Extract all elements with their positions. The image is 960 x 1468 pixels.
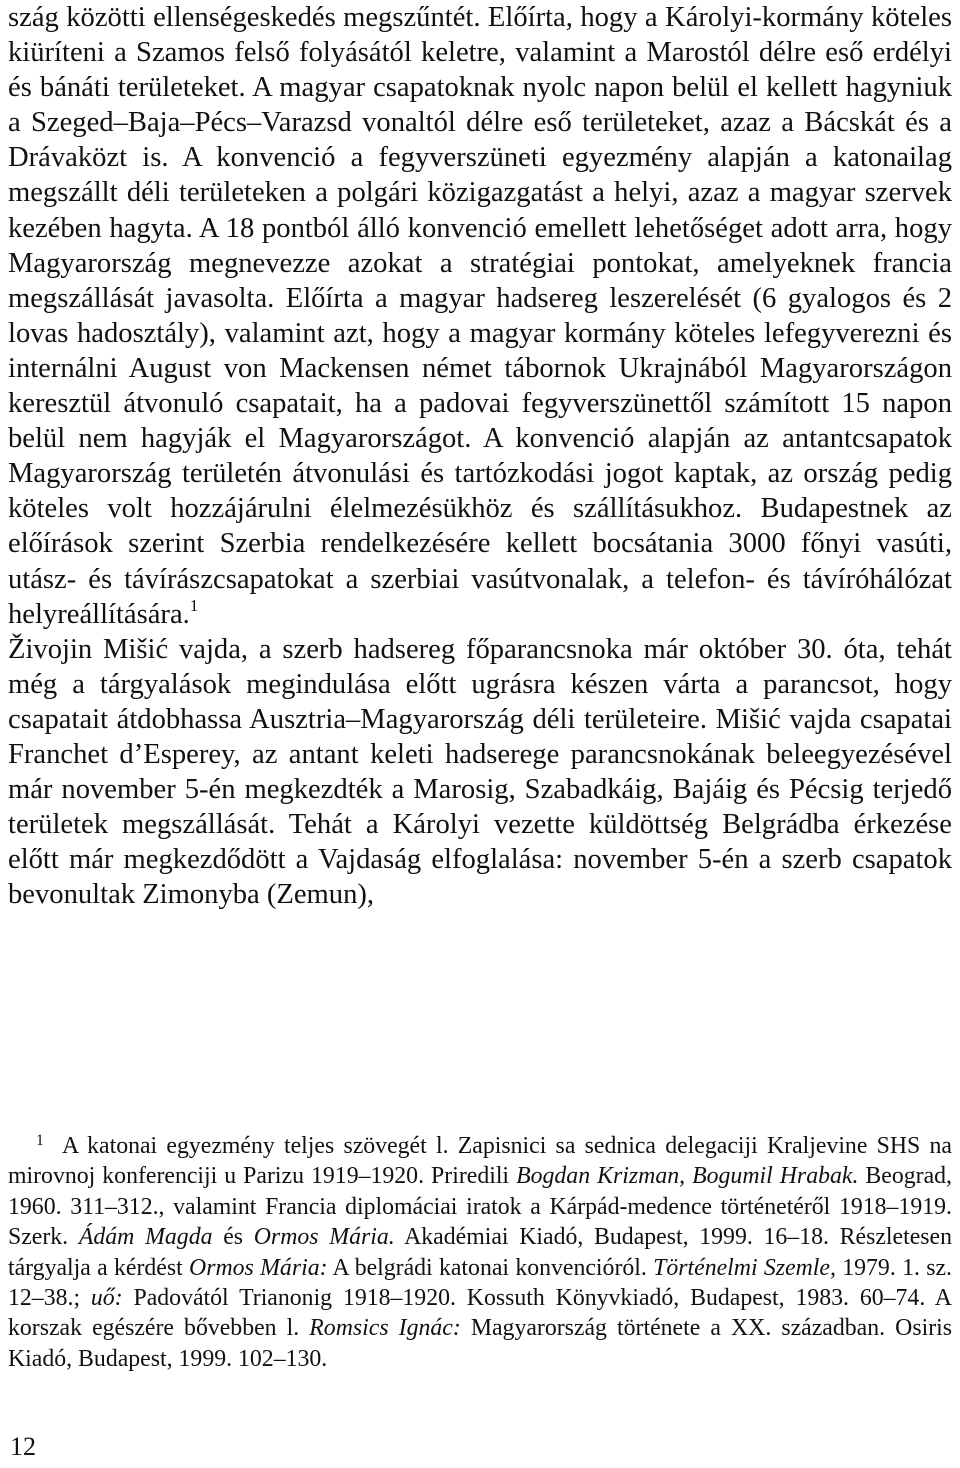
footnote-text-8: Magyarország története a XX. században. Osiris Kiadó, Budapest, 1999. 102–130.	[8, 1315, 952, 1372]
paragraph-2	[8, 632, 952, 913]
footnote-uo: uő:	[90, 1285, 123, 1312]
footnote-editors: Bogdan Krizman, Bogumil Hrabak.	[516, 1163, 859, 1190]
footnote-text-1: A katonai egyezmény teljes szövegét l. Zapisnici sa sednica delegaciji Kraljevine SHS na mirovnoj konferenciji u Parizu 1919–1920. Priredili	[8, 1133, 952, 1190]
footnote-text-2: Beograd, 1960. 311–312., valamint Francia diplomáciai iratok a Kárpád-medence történetéről 1918–1919. Szerk.	[8, 1163, 952, 1251]
footnote-text-6: 1979. 1. sz. 12–38.;	[8, 1254, 952, 1312]
paragraph-1	[8, 0, 952, 632]
footnote-editor-ormos: Ormos Mária.	[253, 1224, 395, 1251]
paragraph-2-text: Živojin Mišić vajda, a szerb hadsereg főparancsnoka már október 30. óta, tehát még a tárgyalások megindulása előtt ugrásra készen várta a parancsot, hogy csapatait átdobhassa Ausztria–Magyarország déli területeire. Mišić vajda csapatai Franchet d’Esperey, az antant keleti hadserege parancsnokának beleegyezésével már november 5-én megkezdték a Marosig, Szabadkáig, Bajáig és Pécsig terjedő területek megszállását. Tehát a Károlyi vezette küldöttség Belgrádba érkezése előtt már megkezdődött a Vajdaság elfoglalása: november 5-én a szerb csapatok bevonultak Zimonyba (Zemun),	[8, 633, 952, 911]
footnote-author-ormos: Ormos Mária:	[189, 1254, 328, 1281]
footnote-reference[interactable]: 1	[189, 595, 199, 615]
footnote: 1 A katonai egyezmény teljes szövegét l. Zapisnici sa sednica delegaciji Kraljevine SHS na mirovnoj konferenciji u Parizu 1919–1920. Priredili Bogdan Krizman, Bogumil Hrabak. Beograd, 1960. 311–312., valamint Francia diplomáciai iratok a Kárpád-medence történetéről 1918–1919. Szerk. Ádám Magda és Ormos Mária. Akadémiai Kiadó, Budapest, 1999. 16–18. Részletesen tárgyalja a kérdést Ormos Mária: A belgrádi katonai konvencióról. Történelmi Szemle, 1979. 1. sz. 12–38.; uő: Padovától Trianonig 1918–1920. Kossuth Könyvkiadó, Budapest, 1983. 60–74. A korszak egészére bővebben l. Romsics Ignác: Magyarország története a XX. században. Osiris Kiadó, Budapest, 1999. 102–130.	[8, 1131, 952, 1372]
footnote-text-4: Akadémiai Kiadó, Budapest, 1999. 16–18. Részletesen tárgyalja a kérdést	[8, 1224, 952, 1281]
body-text	[8, 0, 952, 912]
footnote-author-romsics: Romsics Ignác:	[309, 1315, 461, 1342]
paragraph-1-text: szág közötti ellenségeskedés megszűntét. Előírta, hogy a Károlyi-kormány köteles kiüríteni a Szamos felső folyásától keletre, valamint a Marostól délre eső erdélyi és bánáti területeket. A magyar csapatoknak nyolc napon belül el kellett hagyniuk a Szeged–Baja–Pécs–Varazsd vonaltól délre eső területeket, azaz a Bácskát és a Drávaközt is. A konvenció a fegyverszüneti egyezmény alapján a katonailag megszállt déli területeken a polgári közigazgatást a helyi, azaz a magyar szervek kezében hagyta. A 18 pontból álló konvenció emellett lehetőséget adott arra, hogy Magyarország megnevezze azokat a stratégiai pontokat, amelyeknek francia megszállását javasolta. Előírta a magyar hadsereg leszerelését (6 gyalogos és 2 lovas hadosztály), valamint azt, hogy a magyar kormány köteles lefegyverezni és internálni August von Mackensen német tábornok Ukrajnából Magyarországon keresztül átvonuló csapatait, ha a padovai fegyverszünettől számított 15 napon belül nem hagyják el Magyarországot. A konvenció alapján az antantcsapatok Magyarország területén átvonulási és tartózkodási jogot kaptak, az ország pedig köteles volt hozzájárulni élelmezésükhöz és szállításukhoz. Budapestnek az előírások szerint Szerbia rendelkezésére kellett bocsátania 3000 főnyi vasúti, utász- és távírászcsapatokat a szerbiai vasútvonalak, a telefon- és távíróhálózat helyreállítására.	[8, 2, 952, 630]
footnote-text-5: A belgrádi katonai konvencióról.	[327, 1254, 654, 1281]
footnote-text-7: Padovától Trianonig 1918–1920. Kossuth Könyvkiadó, Budapest, 1983. 60–74. A korszak egészére bővebben l.	[8, 1285, 952, 1342]
page-number: 12	[10, 1432, 36, 1461]
footnote-journal: Történelmi Szemle,	[653, 1254, 836, 1281]
footnote-text-3: és	[212, 1224, 254, 1251]
footnote-editor-adam: Ádám Magda	[78, 1224, 213, 1251]
page-body	[8, 0, 952, 912]
